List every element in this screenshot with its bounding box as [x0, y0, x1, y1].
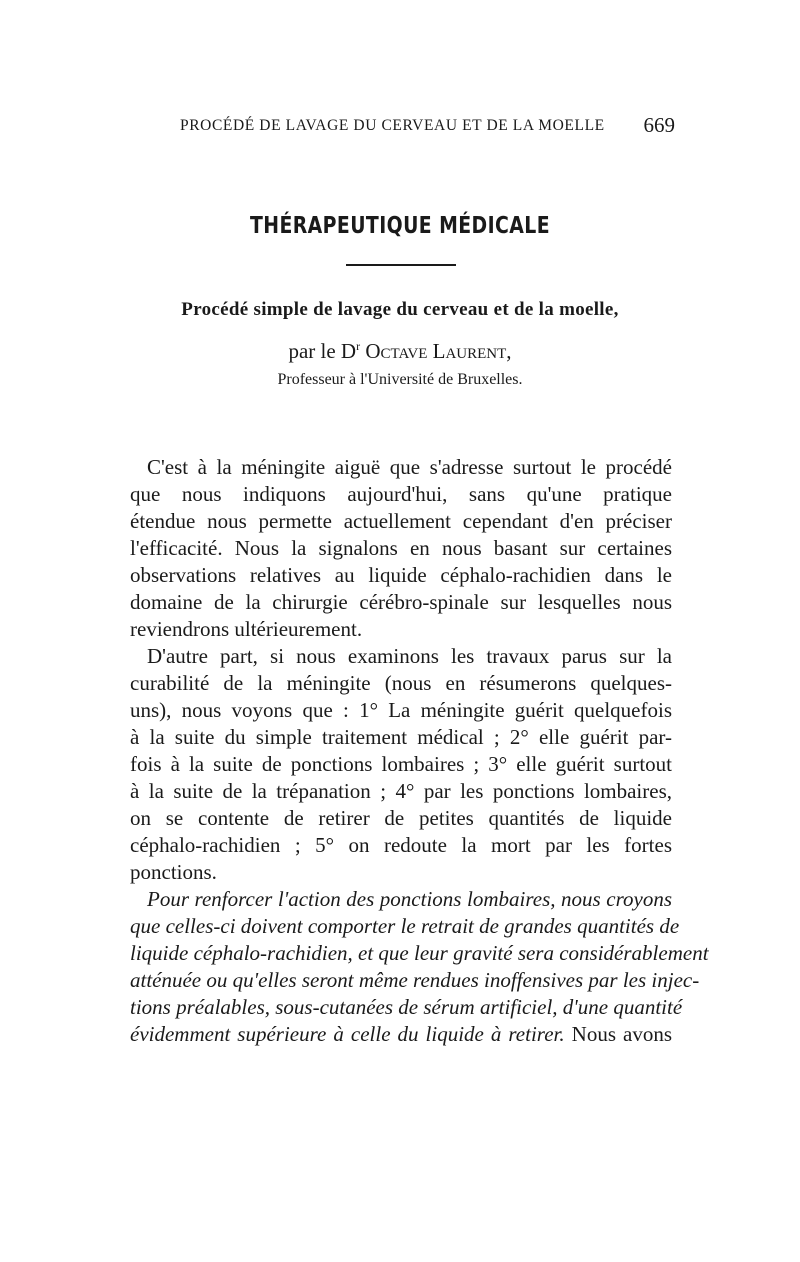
body-line: ponctions.	[130, 860, 217, 884]
byline-sup: r	[356, 339, 361, 353]
affiliation: Professeur à l'Université de Bruxelles.	[277, 371, 523, 388]
body-line: reviendrons ultérieurement.	[130, 617, 363, 641]
upright-segment: Nous avons	[571, 1022, 673, 1046]
body-line-italic: atténuée ou qu'elles seront même rendues inoffensives par les injec-	[130, 968, 700, 992]
body-line: C'est à la méningite aiguë que s'adresse surtout le procédé	[147, 455, 672, 479]
body-line-italic: que celles-ci doivent comporter le retrait de grandes quantités de	[130, 914, 680, 938]
body-line: domaine de la chirurgie cérébro-spinale sur lesquelles nous	[130, 590, 672, 614]
byline-prefix: par le D	[288, 339, 357, 363]
title-rule	[346, 264, 456, 266]
body-line-italic: Pour renforcer l'action des ponctions lombaires, nous croyons	[147, 887, 672, 911]
byline	[0, 339, 800, 364]
body-line: uns), nous voyons que : 1° La méningite guérit quelquefois	[130, 698, 672, 722]
body-line-italic	[130, 1021, 672, 1048]
body-line-italic: liquide céphalo-rachidien, et que leur gravité sera considérablement	[130, 941, 709, 965]
body-line: D'autre part, si nous examinons les travaux parus sur la	[147, 644, 672, 668]
body-line: fois à la suite de ponctions lombaires ; 3° elle guérit surtout	[130, 752, 672, 776]
running-title: PROCÉDÉ DE LAVAGE DU CERVEAU ET DE LA MOELLE	[180, 117, 605, 134]
body-line-italic: tions préalables, sous-cutanées de sérum artificiel, d'une quantité	[130, 995, 683, 1019]
page-number: 669	[643, 113, 675, 137]
body-line: céphalo-rachidien ; 5° on redoute la mort par les fortes	[130, 833, 672, 857]
body-line: à la suite du simple traitement médical ; 2° elle guérit par-	[130, 725, 672, 749]
body-line: l'efficacité. Nous la signalons en nous basant sur certaines	[130, 536, 672, 560]
body-line: étendue nous permette actuellement cependant d'en préciser	[130, 509, 672, 533]
body-line: à la suite de la trépanation ; 4° par les ponctions lombaires,	[130, 779, 672, 803]
body-line: curabilité de la méningite (nous en résumerons quelques-	[130, 671, 672, 695]
body-line: on se contente de retirer de petites quantités de liquide	[130, 806, 672, 830]
author-name: Octave Laurent,	[365, 339, 512, 363]
body-line: observations relatives au liquide céphalo-rachidien dans le	[130, 563, 672, 587]
italic-segment: évidemment supérieure à celle du liquide à retirer.	[130, 1022, 565, 1046]
article-title: Procédé simple de lavage du cerveau et de la moelle,	[181, 299, 619, 320]
running-head	[180, 113, 675, 143]
section-title: THÉRAPEUTIQUE MÉDICALE	[249, 213, 551, 239]
body-line: que nous indiquons aujourd'hui, sans qu'une pratique	[130, 482, 672, 506]
